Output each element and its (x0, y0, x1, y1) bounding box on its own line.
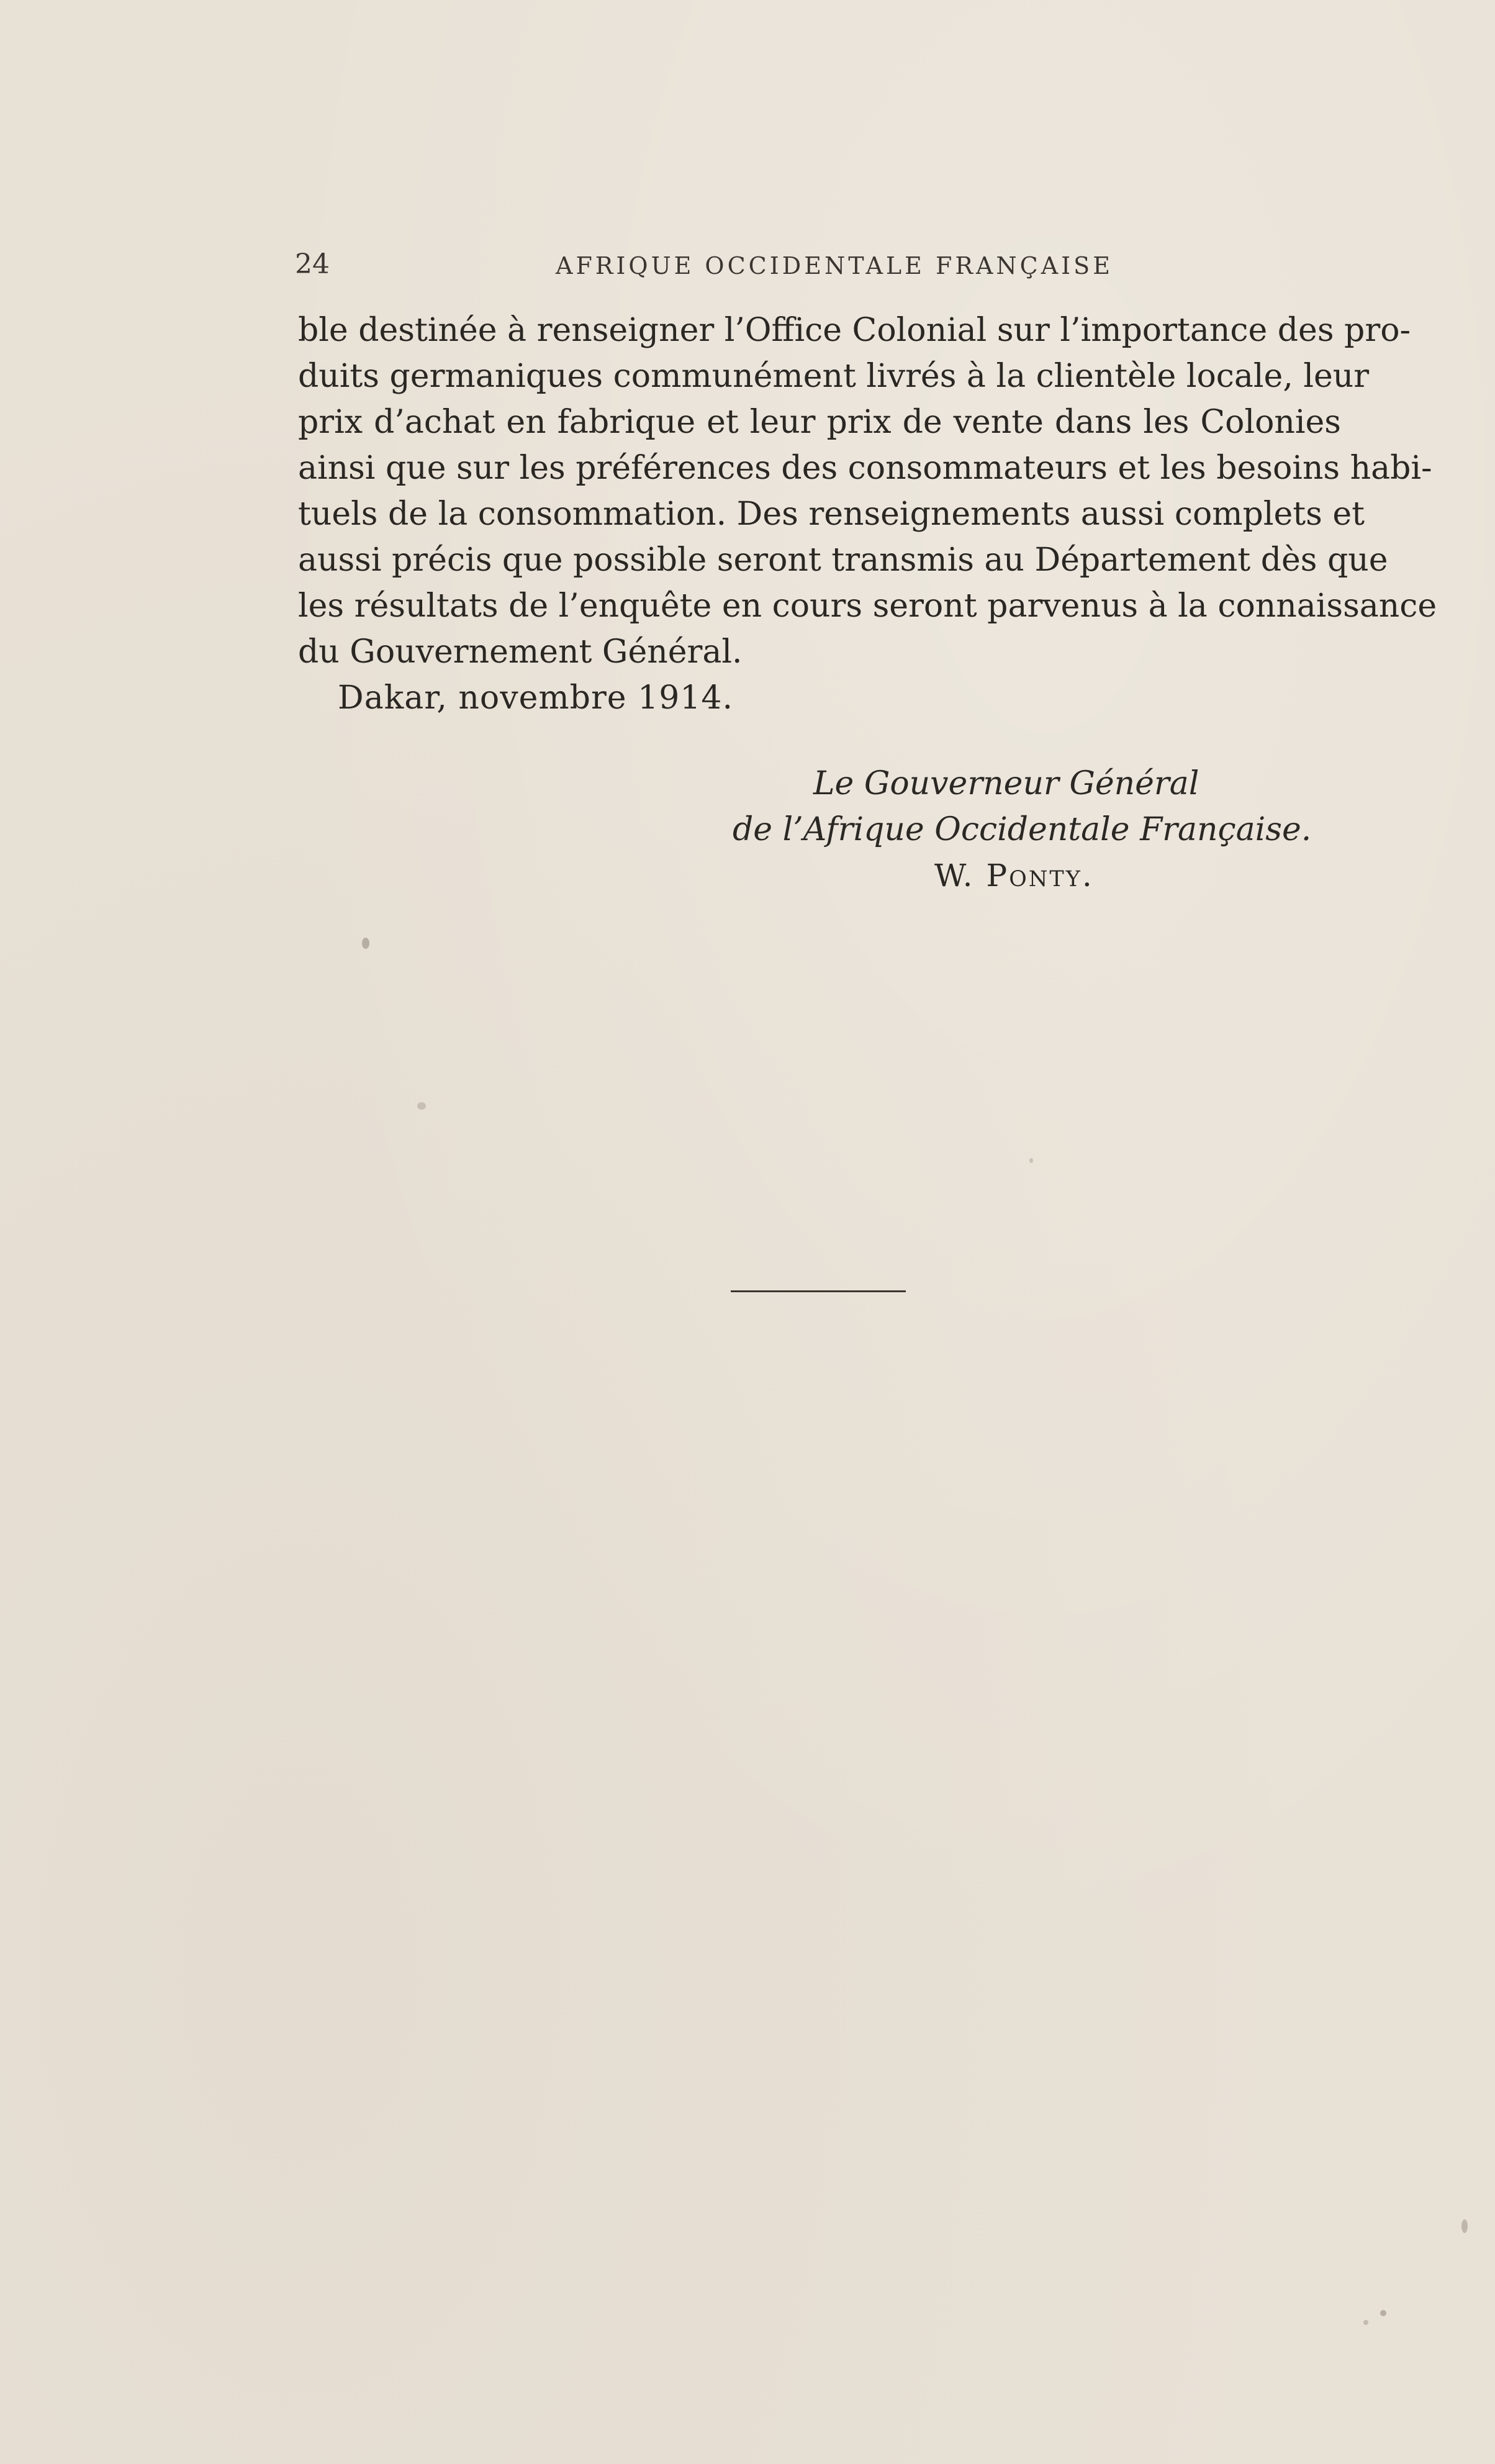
paper-speck (1461, 2219, 1468, 2233)
dateline: Dakar, novembre 1914. (338, 679, 733, 717)
body-paragraph (298, 307, 1437, 721)
end-rule (731, 1290, 906, 1292)
paper-speck (417, 1102, 426, 1110)
text-line: ainsi que sur les préférences des consommateurs et les besoins habi- (298, 450, 1432, 487)
paper-speck (1363, 2320, 1368, 2325)
paper-speck (1380, 2310, 1386, 2316)
signature-block (683, 761, 1312, 899)
text-line: aussi précis que possible seront transmis au Département dès que (298, 541, 1388, 579)
text-line: prix d’achat en fabrique et leur prix de vente dans les Colonies (298, 404, 1341, 441)
text-line: ble destinée à renseigner l’Office Colonial sur l’importance des pro- (298, 312, 1411, 349)
text-line: du Gouvernement Général. (298, 633, 743, 671)
text-line: tuels de la consommation. Des renseignements aussi complets et (298, 496, 1365, 533)
text-line: les résultats de l’enquête en cours seront parvenus à la connaissance (298, 587, 1437, 625)
running-title: AFRIQUE OCCIDENTALE FRANÇAISE (556, 252, 1113, 279)
signature-office: de l’Afrique Occidentale Française. (733, 811, 1312, 848)
paper-speck (1029, 1158, 1033, 1163)
signature-name: W. Ponty. (934, 858, 1094, 894)
signature-title: Le Gouverneur Général (813, 765, 1199, 802)
page-number: 24 (295, 248, 330, 280)
paper-speck (362, 938, 369, 949)
text-line: duits germaniques communément livrés à la clientèle locale, leur (298, 358, 1370, 395)
running-head (295, 248, 1170, 286)
